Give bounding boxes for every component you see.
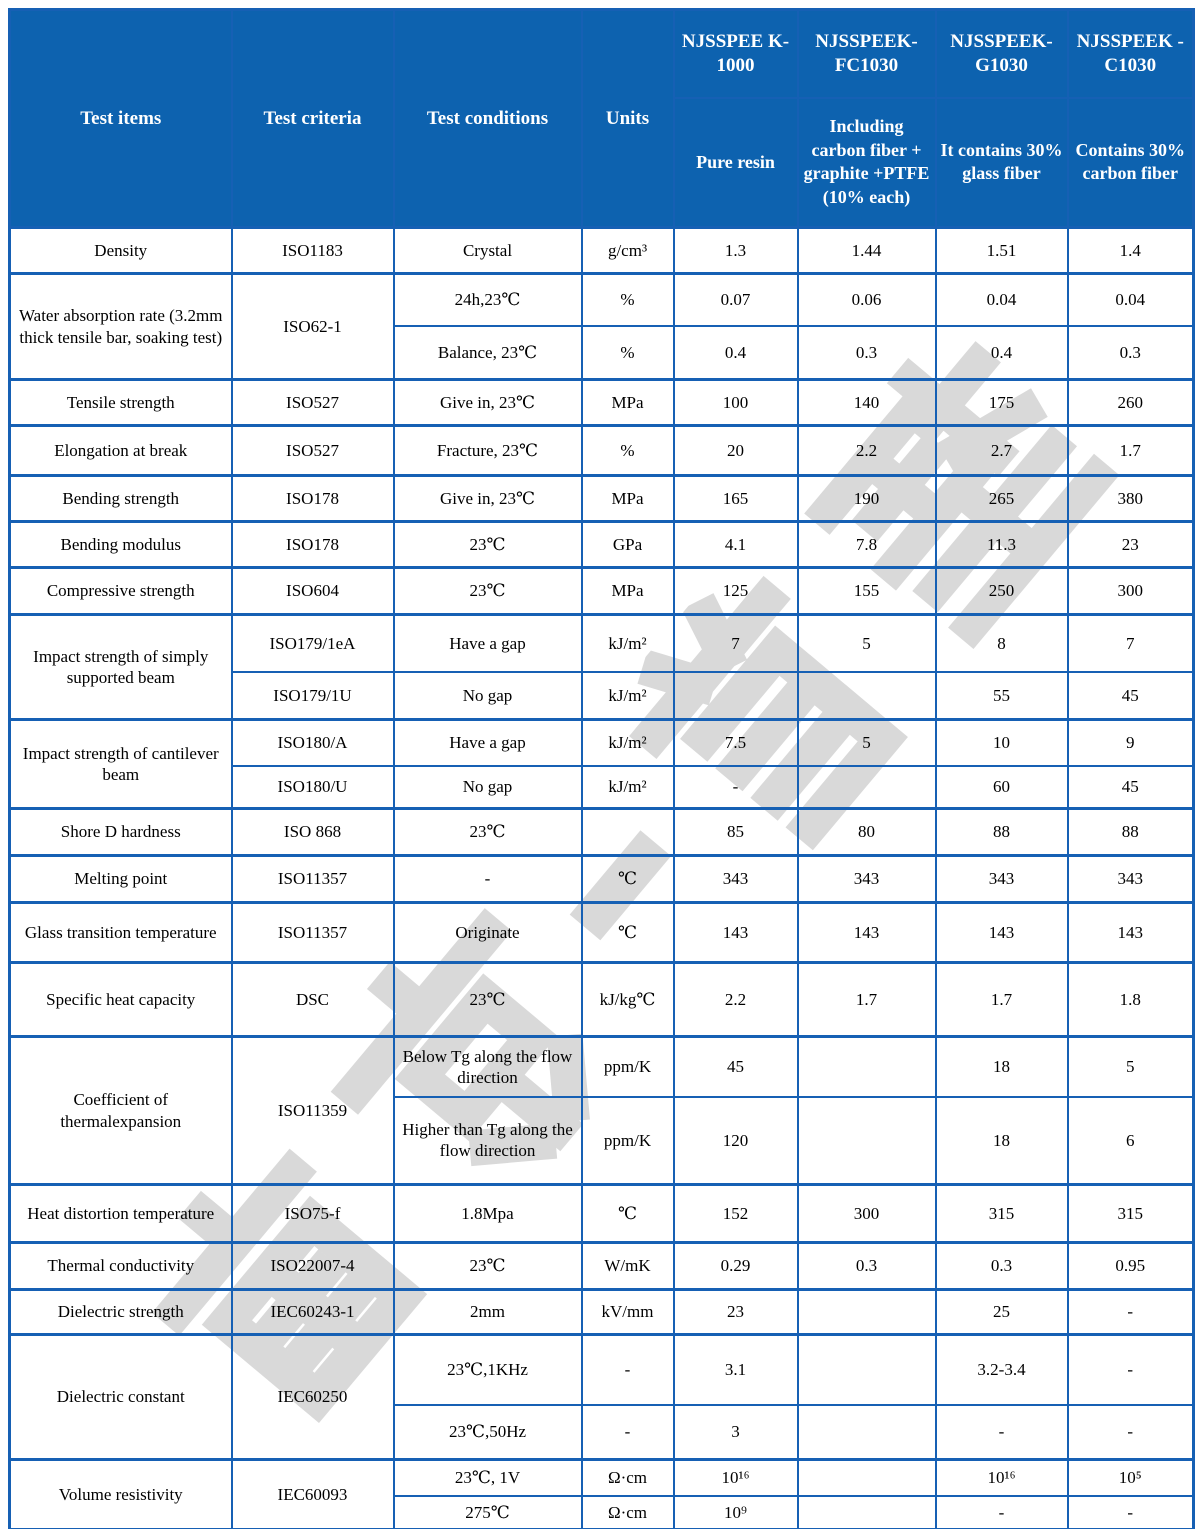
test-condition-cell: 2mm <box>394 1290 582 1335</box>
units-cell: MPa <box>582 476 674 522</box>
test-criteria-cell: ISO178 <box>232 522 394 568</box>
units-cell: kJ/m² <box>582 766 674 809</box>
column-header-test-items: Test items <box>10 10 232 228</box>
test-criteria-cell: ISO180/U <box>232 766 394 809</box>
value-cell: 45 <box>1068 672 1194 720</box>
value-cell: 23 <box>674 1290 798 1335</box>
test-item-cell: Impact strength of simply supported beam <box>10 615 232 720</box>
value-cell: 10¹⁶ <box>674 1460 798 1496</box>
value-cell: 0.3 <box>936 1243 1068 1290</box>
test-item-cell: Elongation at break <box>10 426 232 476</box>
value-cell: 3 <box>674 1405 798 1460</box>
value-cell: 1.51 <box>936 228 1068 274</box>
table-row <box>10 274 1194 326</box>
test-condition-cell: Have a gap <box>394 615 582 672</box>
value-cell: 7.8 <box>798 522 936 568</box>
value-cell: 343 <box>1068 856 1194 903</box>
test-criteria-cell: ISO11359 <box>232 1037 394 1185</box>
value-cell: 0.06 <box>798 274 936 326</box>
units-cell: % <box>582 326 674 380</box>
units-cell <box>582 809 674 856</box>
value-cell <box>798 1097 936 1185</box>
value-cell: 250 <box>936 568 1068 615</box>
value-cell: 100 <box>674 380 798 426</box>
value-cell: 1.7 <box>1068 426 1194 476</box>
value-cell: 143 <box>674 903 798 963</box>
value-cell: 7 <box>674 615 798 672</box>
value-cell: 23 <box>1068 522 1194 568</box>
test-condition-cell: 23℃ <box>394 1243 582 1290</box>
test-item-cell: Volume resistivity <box>10 1460 232 1529</box>
test-criteria-cell: ISO11357 <box>232 856 394 903</box>
test-criteria-cell: ISO179/1eA <box>232 615 394 672</box>
test-criteria-cell: IEC60243-1 <box>232 1290 394 1335</box>
table-row <box>10 903 1194 963</box>
value-cell: 120 <box>674 1097 798 1185</box>
value-cell: 155 <box>798 568 936 615</box>
value-cell <box>798 1335 936 1405</box>
value-cell: 380 <box>1068 476 1194 522</box>
table-row <box>10 963 1194 1037</box>
units-cell: ppm/K <box>582 1037 674 1097</box>
test-condition-cell: Fracture, 23℃ <box>394 426 582 476</box>
value-cell: 45 <box>674 1037 798 1097</box>
test-criteria-cell: ISO178 <box>232 476 394 522</box>
units-cell: ℃ <box>582 856 674 903</box>
table-row <box>10 1335 1194 1405</box>
units-cell: Ω·cm <box>582 1496 674 1529</box>
value-cell <box>798 672 936 720</box>
units-cell: kJ/kg℃ <box>582 963 674 1037</box>
value-cell <box>798 1290 936 1335</box>
test-condition-cell: 24h,23℃ <box>394 274 582 326</box>
value-cell: 300 <box>798 1185 936 1243</box>
value-cell <box>674 672 798 720</box>
table-row <box>10 1460 1194 1496</box>
value-cell: 18 <box>936 1037 1068 1097</box>
units-cell: kJ/m² <box>582 672 674 720</box>
test-criteria-cell: ISO604 <box>232 568 394 615</box>
units-cell: % <box>582 274 674 326</box>
test-criteria-cell: ISO180/A <box>232 720 394 766</box>
value-cell: 18 <box>936 1097 1068 1185</box>
test-item-cell: Water absorption rate (3.2mm thick tensile bar, soaking test) <box>10 274 232 380</box>
value-cell: 0.4 <box>674 326 798 380</box>
value-cell: 2.2 <box>798 426 936 476</box>
value-cell: 5 <box>1068 1037 1194 1097</box>
test-condition-cell: 23℃, 1V <box>394 1460 582 1496</box>
value-cell: 143 <box>936 903 1068 963</box>
units-cell: MPa <box>582 380 674 426</box>
table-row <box>10 720 1194 766</box>
units-cell: GPa <box>582 522 674 568</box>
table-row <box>10 615 1194 672</box>
value-cell: 1.44 <box>798 228 936 274</box>
value-cell: 0.07 <box>674 274 798 326</box>
value-cell: 3.1 <box>674 1335 798 1405</box>
table-row <box>10 522 1194 568</box>
test-condition-cell: Higher than Tg along the flow direction <box>394 1097 582 1185</box>
value-cell: 85 <box>674 809 798 856</box>
units-cell: kJ/m² <box>582 615 674 672</box>
test-condition-cell: - <box>394 856 582 903</box>
units-cell: MPa <box>582 568 674 615</box>
test-item-cell: Tensile strength <box>10 380 232 426</box>
value-cell: 1.7 <box>798 963 936 1037</box>
test-condition-cell: 275℃ <box>394 1496 582 1529</box>
value-cell: 7 <box>1068 615 1194 672</box>
units-cell: W/mK <box>582 1243 674 1290</box>
value-cell: 80 <box>798 809 936 856</box>
value-cell: 9 <box>1068 720 1194 766</box>
test-criteria-cell: DSC <box>232 963 394 1037</box>
value-cell: 0.95 <box>1068 1243 1194 1290</box>
test-condition-cell: 23℃ <box>394 568 582 615</box>
value-cell: 175 <box>936 380 1068 426</box>
material-spec-table <box>8 8 1195 1529</box>
test-item-cell: Heat distortion temperature <box>10 1185 232 1243</box>
value-cell: 1.3 <box>674 228 798 274</box>
value-cell: 88 <box>1068 809 1194 856</box>
value-cell <box>798 1405 936 1460</box>
value-cell: 265 <box>936 476 1068 522</box>
test-item-cell: Impact strength of cantilever beam <box>10 720 232 809</box>
column-header-test-conditions: Test conditions <box>394 10 582 228</box>
units-cell: ℃ <box>582 903 674 963</box>
value-cell: 343 <box>936 856 1068 903</box>
test-condition-cell: 1.8Mpa <box>394 1185 582 1243</box>
test-criteria-cell: IEC60093 <box>232 1460 394 1529</box>
value-cell <box>798 1496 936 1529</box>
test-criteria-cell: ISO1183 <box>232 228 394 274</box>
value-cell: 1.8 <box>1068 963 1194 1037</box>
value-cell: 55 <box>936 672 1068 720</box>
table-row <box>10 856 1194 903</box>
table-row <box>10 568 1194 615</box>
column-header-product-k1000: NJSSPEE K-1000 <box>674 10 798 98</box>
value-cell: 0.04 <box>936 274 1068 326</box>
test-condition-cell: 23℃,50Hz <box>394 1405 582 1460</box>
test-criteria-cell: IEC60250 <box>232 1335 394 1460</box>
value-cell: 0.4 <box>936 326 1068 380</box>
column-header-product-g1030: NJSSPEEK-G1030 <box>936 10 1068 98</box>
test-criteria-cell: ISO22007-4 <box>232 1243 394 1290</box>
test-condition-cell: 23℃,1KHz <box>394 1335 582 1405</box>
value-cell: 2.2 <box>674 963 798 1037</box>
units-cell: kJ/m² <box>582 720 674 766</box>
test-condition-cell: Have a gap <box>394 720 582 766</box>
table-row <box>10 476 1194 522</box>
test-condition-cell: Balance, 23℃ <box>394 326 582 380</box>
value-cell: 8 <box>936 615 1068 672</box>
value-cell: - <box>1068 1290 1194 1335</box>
value-cell <box>798 1037 936 1097</box>
units-cell: ℃ <box>582 1185 674 1243</box>
test-item-cell: Dielectric strength <box>10 1290 232 1335</box>
test-condition-cell: Give in, 23℃ <box>394 380 582 426</box>
test-criteria-cell: ISO 868 <box>232 809 394 856</box>
test-item-cell: Density <box>10 228 232 274</box>
value-cell: - <box>1068 1335 1194 1405</box>
test-item-cell: Specific heat capacity <box>10 963 232 1037</box>
value-cell: 60 <box>936 766 1068 809</box>
value-cell: 143 <box>798 903 936 963</box>
units-cell: ppm/K <box>582 1097 674 1185</box>
value-cell: 88 <box>936 809 1068 856</box>
test-condition-cell: 23℃ <box>394 522 582 568</box>
value-cell: 10⁹ <box>674 1496 798 1529</box>
test-criteria-cell: ISO527 <box>232 426 394 476</box>
value-cell: 6 <box>1068 1097 1194 1185</box>
column-header-units: Units <box>582 10 674 228</box>
value-cell: 25 <box>936 1290 1068 1335</box>
test-condition-cell: No gap <box>394 672 582 720</box>
product-description-fc1030: Including carbon fiber + graphite +PTFE (10% each) <box>798 98 936 228</box>
value-cell: 152 <box>674 1185 798 1243</box>
test-item-cell: Glass transition temperature <box>10 903 232 963</box>
value-cell: 343 <box>674 856 798 903</box>
table-row <box>10 228 1194 274</box>
value-cell <box>798 1460 936 1496</box>
value-cell: 125 <box>674 568 798 615</box>
value-cell: 0.04 <box>1068 274 1194 326</box>
value-cell: 343 <box>798 856 936 903</box>
product-description-g1030: It contains 30% glass fiber <box>936 98 1068 228</box>
value-cell: 300 <box>1068 568 1194 615</box>
test-criteria-cell: ISO527 <box>232 380 394 426</box>
value-cell: 260 <box>1068 380 1194 426</box>
test-condition-cell: No gap <box>394 766 582 809</box>
value-cell: 1.4 <box>1068 228 1194 274</box>
units-cell: Ω·cm <box>582 1460 674 1496</box>
table-row <box>10 1185 1194 1243</box>
value-cell: 0.29 <box>674 1243 798 1290</box>
test-item-cell: Thermal conductivity <box>10 1243 232 1290</box>
table-row <box>10 1290 1194 1335</box>
test-condition-cell: 23℃ <box>394 809 582 856</box>
test-condition-cell: Crystal <box>394 228 582 274</box>
value-cell: 4.1 <box>674 522 798 568</box>
value-cell: 10¹⁶ <box>936 1460 1068 1496</box>
units-cell: - <box>582 1335 674 1405</box>
value-cell: 5 <box>798 615 936 672</box>
value-cell: 165 <box>674 476 798 522</box>
test-condition-cell: Originate <box>394 903 582 963</box>
value-cell: - <box>674 766 798 809</box>
test-condition-cell: Below Tg along the flow direction <box>394 1037 582 1097</box>
units-cell: g/cm³ <box>582 228 674 274</box>
value-cell: 11.3 <box>936 522 1068 568</box>
test-item-cell: Bending strength <box>10 476 232 522</box>
value-cell: 10 <box>936 720 1068 766</box>
test-criteria-cell: ISO62-1 <box>232 274 394 380</box>
value-cell: - <box>1068 1496 1194 1529</box>
value-cell: 2.7 <box>936 426 1068 476</box>
value-cell: 7.5 <box>674 720 798 766</box>
product-description-c1030: Contains 30% carbon fiber <box>1068 98 1194 228</box>
value-cell: 315 <box>1068 1185 1194 1243</box>
test-item-cell: Compressive strength <box>10 568 232 615</box>
test-item-cell: Coefficient of thermalexpansion <box>10 1037 232 1185</box>
units-cell: % <box>582 426 674 476</box>
value-cell: 0.3 <box>1068 326 1194 380</box>
table-row <box>10 426 1194 476</box>
test-item-cell: Bending modulus <box>10 522 232 568</box>
value-cell: 3.2-3.4 <box>936 1335 1068 1405</box>
header-row-products <box>10 10 1194 98</box>
table-row <box>10 809 1194 856</box>
column-header-product-c1030: NJSSPEEK -C1030 <box>1068 10 1194 98</box>
value-cell: 140 <box>798 380 936 426</box>
test-item-cell: Melting point <box>10 856 232 903</box>
test-criteria-cell: ISO11357 <box>232 903 394 963</box>
test-criteria-cell: ISO75-f <box>232 1185 394 1243</box>
value-cell: 20 <box>674 426 798 476</box>
units-cell: - <box>582 1405 674 1460</box>
test-item-cell: Dielectric constant <box>10 1335 232 1460</box>
value-cell: 0.3 <box>798 326 936 380</box>
test-item-cell: Shore D hardness <box>10 809 232 856</box>
value-cell: 1.7 <box>936 963 1068 1037</box>
value-cell: 315 <box>936 1185 1068 1243</box>
value-cell: - <box>936 1405 1068 1460</box>
column-header-product-fc1030: NJSSPEEK-FC1030 <box>798 10 936 98</box>
units-cell: kV/mm <box>582 1290 674 1335</box>
value-cell: - <box>936 1496 1068 1529</box>
value-cell: 190 <box>798 476 936 522</box>
test-criteria-cell: ISO179/1U <box>232 672 394 720</box>
table-row <box>10 1243 1194 1290</box>
column-header-test-criteria: Test criteria <box>232 10 394 228</box>
table-row <box>10 380 1194 426</box>
product-description-k1000: Pure resin <box>674 98 798 228</box>
value-cell: 0.3 <box>798 1243 936 1290</box>
value-cell: - <box>1068 1405 1194 1460</box>
value-cell: 10⁵ <box>1068 1460 1194 1496</box>
table-row <box>10 1037 1194 1097</box>
test-condition-cell: Give in, 23℃ <box>394 476 582 522</box>
value-cell: 5 <box>798 720 936 766</box>
value-cell <box>798 766 936 809</box>
test-condition-cell: 23℃ <box>394 963 582 1037</box>
value-cell: 143 <box>1068 903 1194 963</box>
value-cell: 45 <box>1068 766 1194 809</box>
